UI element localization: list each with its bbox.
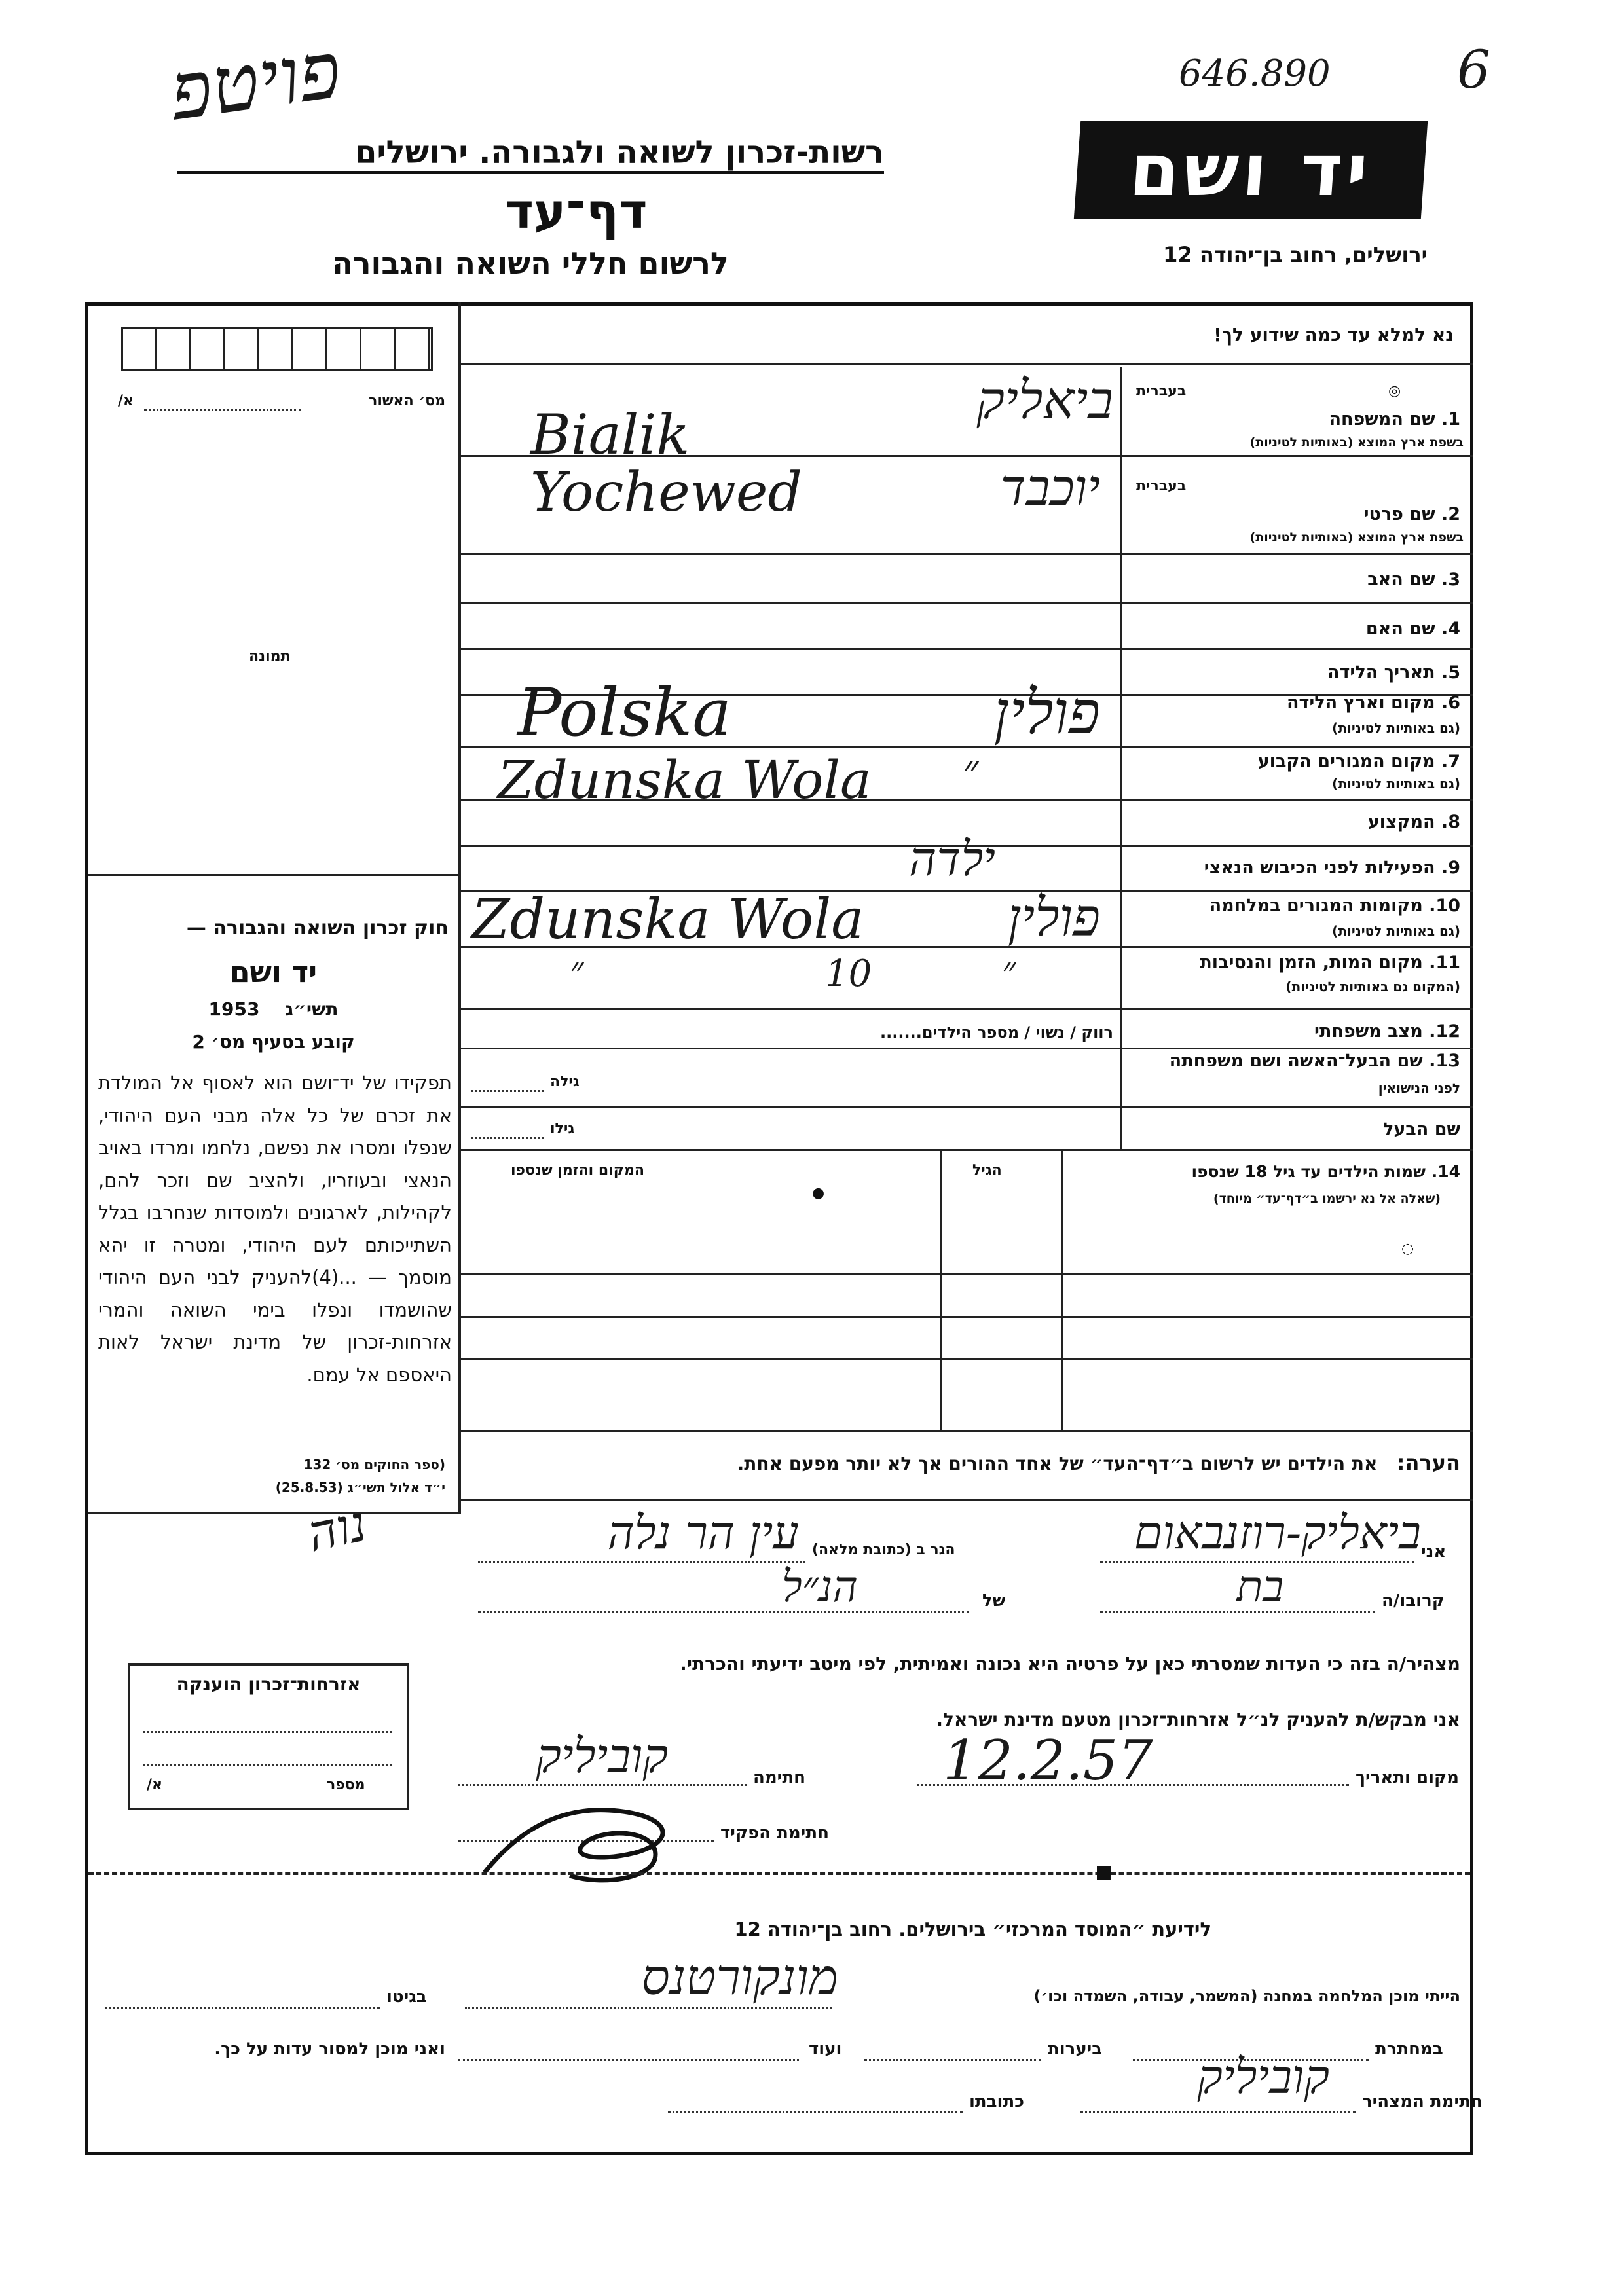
law-text: תפקידו של יד־ושם הוא לאסוף אל המולדת את זכרם של כל אלה מבני העם היהודי, שנפלו ומסרו את נפשם, נלחמו ומרדו באויב הנאצי ובעוזריו, ולהציב שם וזכר להם, לקהילות, לארגונים ולמוסדות שנחרבו בגלל השתייכותם לעם היהודי, ומטרה זו יהא מוסמך — ...(4)להעניק לבני העם היהודי שהושמדו ונפלו בימי השואה והמרי אזרחות-זכרון של מדינת ישראל לאות היאספם אל עמם. [98,1072,452,1386]
note-bottom-line [458,1499,1473,1501]
bottom-forest-dots [864,2059,1041,2061]
field-10-value-latin: Zdunska Wola [471,887,864,951]
field-6-value-latin: Polska [517,674,731,751]
field-11-sub: (המקום גם באותיות לטיניות) [1285,979,1460,994]
ref-suffix: /א [118,393,134,409]
yad-vashem-logo [1074,121,1428,219]
authority-title: רשות-זכרון לשואה ולגבורה. ירושלים [177,134,884,174]
field-12-options: רווק / נשוי / מספר הילדים....... [880,1023,1113,1042]
bottom-partisan-label: ועוד [809,2039,842,2059]
bottom-address-label: כתובתו [969,2092,1024,2111]
bottom-signature-value: קוביליק [1197,2049,1329,2104]
certificate-number-suffix: /א [147,1777,163,1793]
field-10-label: 10. מקומות המגורים במלחמה [1209,896,1460,916]
field-8-label: 8. המקצוע [1367,812,1460,832]
law-name: יד ושם [229,956,318,989]
declaration-text: מצהיר/ה בזה כי העדות שמסרתי כאן על פרטיה היא נכונה ואמיתית, לפי מיטב ידיעתי והכרתי. [680,1653,1460,1675]
bottom-war-value: מונקורטנס [641,1948,838,2006]
label-column-divider [1120,367,1122,1149]
signature-label: חתימה [753,1768,805,1787]
field-11-label: 11. מקום המות, הזמן והנסיבות [1200,953,1460,973]
law-ref: (ספר החוקים מס׳ 132 [303,1457,445,1472]
field-7-value-latin: Zdunska Wola [498,750,872,811]
declarant-name-value: ביאליק-רוזנבאום [1134,1506,1421,1559]
children-col-age: הגיל [972,1162,1002,1178]
signature-value: קוביליק [536,1728,668,1783]
left-column-divider [458,302,461,1514]
bottom-address-dots [668,2111,963,2113]
field-5-label: 5. תאריך הלידה [1327,663,1460,683]
photo-label: תמונה [249,648,291,665]
law-title: חוק זכרון השואה והגבורה — [186,917,449,939]
field-2-value-latin: Yochewed [530,462,802,524]
perforation-line [88,1872,1470,1875]
bottom-forest-label: ביערות [1048,2039,1103,2059]
field-10-sub: (גם באותיות לטיניות) [1332,923,1460,939]
bottom-in-label: בגיטו [386,1987,427,2007]
declarant-of-label: של [982,1591,1006,1611]
declarant-name-label: אני [1421,1542,1447,1561]
form-instruction: נא למלא עד כמה שידוע לך! [1213,324,1454,346]
field-1-label: 1. שם המשפחה [1329,409,1460,429]
official-sign-label: חתימת הפקיד [720,1823,829,1843]
instruction-line [458,363,1473,365]
children-sub: (שאלה אל נא ירשמו ב״דף־עד״ מיוחד) [1213,1192,1441,1206]
field-1-sub: בשפת ארץ המוצא (באותיות לטיניות) [1249,435,1464,450]
field-10-value-hebrew: פולין [1007,887,1100,948]
children-col-divider-1 [940,1149,942,1430]
page-number: 6 [1457,39,1490,100]
row-line-2 [458,553,1473,555]
certificate-line-2 [143,1764,392,1766]
field-7-value-ditto: ״ [963,746,979,795]
field-1-icon: ◎ [1388,383,1401,399]
law-clause: קובע בסעיף מס׳ 2 [192,1031,355,1053]
ref-label: מס׳ האשור [369,393,445,409]
field-2-label: 2. שם פרטי [1363,504,1460,524]
declarant-address-label: הגר ב (כתובת מלאה) [812,1542,955,1558]
law-year-hebrew: תשי״ג [285,998,339,1020]
field-4-label: 4. שם האם [1365,619,1460,639]
children-row-4 [458,1430,1473,1432]
form-subtitle: לרשום חללי השואה והגבורה [332,246,729,281]
declarant-of-value: הנ״ל [781,1561,858,1612]
certificate-number-label: מספר [327,1777,365,1793]
field-11-ditto-2: ״ [1002,949,1016,992]
field-13-age-dots [471,1090,544,1092]
row-line-13 [458,1106,1473,1108]
row-line-14 [458,1149,1473,1151]
declarant-margin-note: נוה [302,1493,371,1563]
bottom-partisan-dots [458,2059,799,2061]
note-label: הערה: [1396,1450,1460,1475]
husband-age-label: גילו [550,1121,575,1137]
photo-bottom-line [88,874,458,876]
field-6-label: 6. מקום וארץ הלידה [1286,693,1460,713]
field-2-value-hebrew: יוכבד [1000,458,1100,517]
field-1-lang: בעברית [1136,383,1187,399]
note-text: את הילדים יש לרשום ב״דף־העד״ של אחד ההורים אך לא יותר מפעם אחת. [737,1453,1378,1474]
bottom-ready-label: ואני מוכן למסור עדות על כך. [214,2039,445,2059]
logo-text: יד ושם [1126,128,1375,212]
children-row-1 [458,1273,1473,1275]
date-value: 12.2.57 [943,1728,1153,1793]
request-text: אני מבקש/ת להעניק לנ״ל אזרחות־זכרון מטעם מדינת ישראל. [936,1709,1460,1730]
bottom-war-label: הייתי מוכן המלחמה במחנה (המשמר, עבודה, השמדה וכו׳) [1033,1987,1460,2005]
archive-number: 646.890 [1179,52,1331,95]
husband-age-dots [471,1137,544,1139]
field-13-age-label: גילה [550,1074,580,1090]
children-row-3 [458,1358,1473,1360]
field-13-sub: לפני הנישואין [1378,1080,1460,1096]
field-13-label: 13. שם הבעל־האשה ושם משפחתה [1169,1051,1460,1071]
declarant-relation-value: בת [1236,1561,1283,1612]
field-12-label: 12. מצב משפחתי [1314,1021,1460,1042]
children-col-place: המקום והזמן שנספו [511,1162,644,1178]
field-1-value-hebrew: ביאליק [976,370,1113,431]
place-date-label: מקום ותאריך [1356,1768,1459,1787]
bottom-signature-label: חתימת המצהיר [1362,2092,1483,2111]
law-year-row [98,998,449,1020]
law-box-bottom [88,1512,458,1514]
corner-scribble: פויטפ [164,24,346,139]
field-7-label: 7. מקום המגורים הקבוע [1257,752,1460,772]
note [478,1450,1460,1475]
children-row-marker: ◌ [1401,1241,1414,1257]
law-year: 1953 [208,998,260,1020]
field-3-label: 3. שם האב [1367,570,1460,590]
field-2-sub: בשפת ארץ המוצא (באותיות לטיניות) [1249,530,1464,545]
field-6-sub: (גם באותיות לטיניות) [1332,720,1460,736]
field-7-sub: (גם באותיות לטיניות) [1332,776,1460,792]
field-1-value-latin: Bialik [530,403,690,467]
certificate-line-1 [143,1731,392,1733]
bottom-camp-label: במחתרת [1375,2039,1443,2059]
row-line-12 [458,1048,1473,1049]
husband-label: שם הבעל [1382,1120,1460,1140]
row-line-11 [458,1008,1473,1010]
row-line-3 [458,602,1473,604]
field-9-label: 9. הפעילות לפני הכיבוש הנאצי [1204,858,1460,878]
children-col-place-icon: ● [812,1185,825,1201]
bottom-war-dots [465,2007,832,2009]
declarant-relation-label: קרובו/ה [1382,1591,1445,1611]
field-11-ditto: ״ [570,949,584,992]
field-11-age: 10 [825,953,872,995]
declarant-address-value: עין הר נלה [607,1506,799,1559]
children-col-divider-2 [1061,1149,1063,1430]
row-line-4 [458,648,1473,650]
field-9-value: ילדה [909,831,995,886]
ref-number-boxes [121,327,433,371]
law-ref-date: י״ד אלול תשי״ג (25.8.53) [275,1480,445,1495]
bottom-in-dots [105,2007,380,2009]
children-label: 14. שמות הילדים עד גיל 18 שנספו [1191,1162,1460,1181]
field-2-lang: בעברית [1136,478,1187,494]
bottom-signature-dots [1080,2111,1356,2113]
form-title: דף־עד [505,183,648,240]
bottom-circular: לידיעת ״המוסד המרכזי״ בירושלים. רחוב בן־יהודה 12 [734,1918,1211,1941]
children-row-2 [458,1316,1473,1318]
ref-dots [144,409,301,411]
perforation-marker [1097,1866,1111,1880]
certificate-box [128,1663,409,1810]
official-signature-scribble [471,1781,688,1892]
address-line: ירושלים, רחוב בן־יהודה 12 [1163,242,1428,267]
field-6-value-hebrew: פולין [993,678,1100,748]
certificate-title: אזרחות־זכרון הוענקה [176,1673,361,1695]
